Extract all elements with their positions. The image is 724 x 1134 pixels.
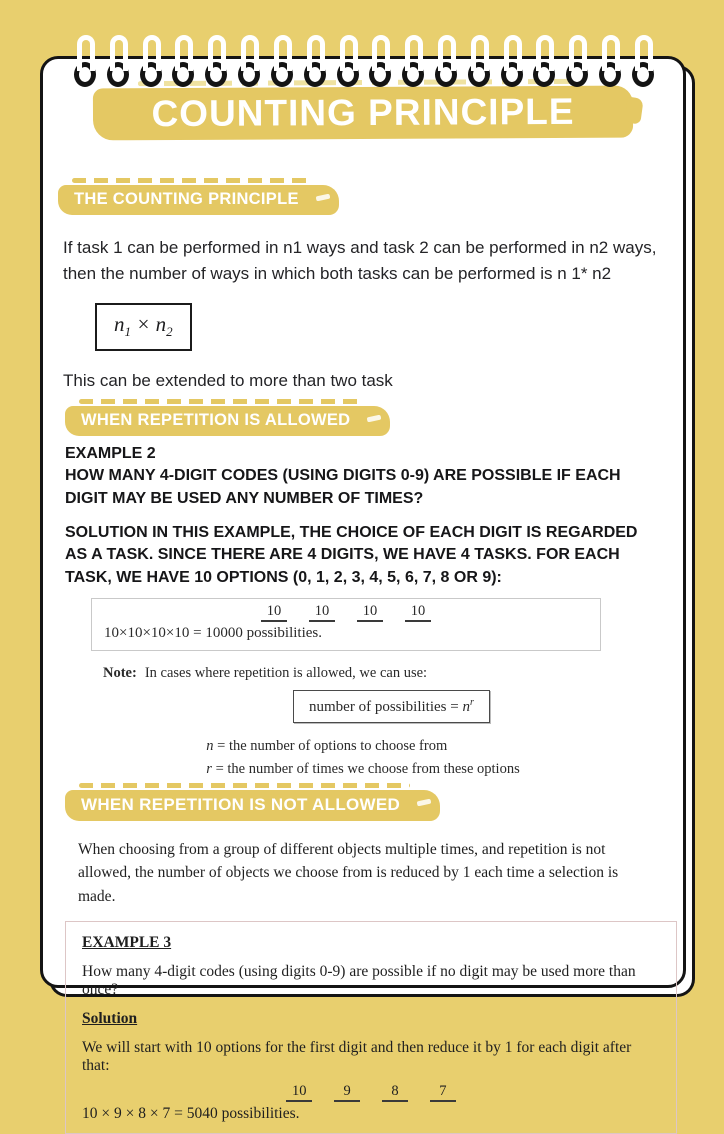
digit-blank: 7 — [430, 1083, 456, 1102]
repetition-not-allowed-heading: WHEN REPETITION IS NOT ALLOWED — [65, 790, 440, 821]
formula-var-n2: n — [155, 311, 167, 336]
spiral-ring — [237, 35, 259, 89]
ring-loop-icon — [307, 35, 325, 71]
spiral-ring — [73, 35, 95, 89]
repetition-not-allowed-paragraph: When choosing from a group of different objects multiple times, and repetition is not allowed, the number of objects we choose from is reduced by 1 each time a selection is made. — [78, 841, 619, 905]
ring-loop-icon — [274, 35, 292, 71]
digit-blank: 10 — [286, 1083, 312, 1102]
digit-blank: 10 — [309, 603, 335, 622]
repetition-not-allowed-heading-wrap — [65, 790, 683, 821]
ring-loop-icon — [602, 35, 620, 71]
ring-loop-icon — [569, 35, 587, 71]
page-title: COUNTING PRINCIPLE — [151, 90, 575, 135]
digit-blank: 9 — [334, 1083, 360, 1102]
title-banner — [93, 86, 633, 141]
spiral-ring — [500, 35, 522, 89]
def-n-var: n — [206, 738, 214, 755]
digit-blank: 10 — [405, 603, 431, 622]
extension-note: This can be extended to more than two task — [63, 370, 393, 390]
digit-blank-row — [82, 1082, 660, 1102]
spiral-ring — [204, 35, 226, 89]
spiral-ring — [171, 35, 193, 89]
example-2-label: EXAMPLE 2 — [65, 444, 156, 462]
example-3-question: How many 4-digit codes (using digits 0-9) are possible if no digit may be used more than once? — [82, 962, 636, 998]
digit-blank: 8 — [382, 1083, 408, 1102]
spiral-ring — [368, 35, 390, 89]
ring-loop-icon — [405, 35, 423, 71]
ring-loop-icon — [438, 35, 456, 71]
ring-loop-icon — [340, 35, 358, 71]
example-2-solution: SOLUTION IN THIS EXAMPLE, THE CHOICE OF EACH DIGIT IS REGARDED AS A TASK. SINCE THERE ARE 4 DIGITS, WE HAVE 4 TASKS. FOR EACH TASK, WE HAVE 10 OPTIONS (0, 1, 2, 3, 4, 5, 6, 7, 8 OR 9): — [65, 524, 638, 586]
digit-blank: 10 — [261, 603, 287, 622]
spiral-ring — [532, 35, 554, 89]
ring-loop-icon — [110, 35, 128, 71]
spiral-ring — [401, 35, 423, 89]
digit-blank-row — [104, 602, 588, 622]
product-formula-box — [95, 303, 192, 351]
spiral-ring — [303, 35, 325, 89]
formula-var-n1: n — [114, 311, 125, 336]
definition-r — [206, 758, 519, 780]
example-2-working-box — [91, 598, 601, 651]
spiral-ring — [139, 35, 161, 89]
note-text: In cases where repetition is allowed, we can use: — [144, 665, 428, 682]
ring-loop-icon — [504, 35, 522, 71]
example-3-equation: 10 × 9 × 8 × 7 = 5040 possibilities. — [82, 1104, 300, 1122]
formula-lhs: number of possibilities = — [309, 699, 463, 716]
definition-n — [206, 735, 519, 757]
repetition-allowed-heading-wrap — [65, 406, 683, 436]
ring-loop-icon — [143, 35, 161, 71]
ring-loop-icon — [241, 35, 259, 71]
possibilities-formula-box — [293, 690, 490, 723]
spiral-ring — [270, 35, 292, 89]
formula-var-n: n — [462, 699, 470, 716]
example-3-label: EXAMPLE 3 — [82, 933, 172, 951]
formula-exp-r: r — [469, 697, 474, 709]
intro-heading-wrap — [58, 185, 683, 215]
repetition-allowed-heading: WHEN REPETITION IS ALLOWED — [65, 406, 390, 436]
ring-loop-icon — [208, 35, 226, 71]
spiral-binding — [73, 35, 653, 89]
ring-loop-icon — [536, 35, 554, 71]
ring-loop-icon — [77, 35, 95, 71]
def-n-text: = the number of options to choose from — [213, 738, 448, 755]
variable-definitions — [206, 735, 519, 780]
example-2-equation: 10×10×10×10 = 10000 possibilities. — [104, 625, 323, 642]
def-r-text: = the number of times we choose from these options — [211, 760, 520, 777]
example-2-block — [65, 443, 661, 589]
example-3-box — [65, 921, 677, 1134]
formula-sub-1: 1 — [124, 323, 131, 339]
example-2-question: HOW MANY 4-DIGIT CODES (USING DIGITS 0-9) ARE POSSIBLE IF EACH DIGIT MAY BE USED ANY NUMBER OF TIMES? — [65, 467, 621, 507]
note-line — [103, 665, 683, 682]
spiral-ring — [336, 35, 358, 89]
note-label: Note: — [103, 665, 137, 682]
spiral-ring — [598, 35, 620, 89]
spiral-ring — [434, 35, 456, 89]
spiral-ring — [106, 35, 128, 89]
spiral-ring — [631, 35, 653, 89]
def-r-var: r — [206, 760, 212, 777]
intro-paragraph: If task 1 can be performed in n1 ways and task 2 can be performed in n2 ways, then the number of ways in which both tasks can be performed is n 1* n2 — [63, 238, 657, 283]
formula-sub-2: 2 — [166, 323, 173, 339]
digit-blank: 10 — [357, 603, 383, 622]
spiral-ring — [467, 35, 489, 89]
ring-loop-icon — [635, 35, 653, 71]
example-3-solution-label: Solution — [82, 1009, 138, 1027]
example-3-solution-body: We will start with 10 options for the first digit and then reduce it by 1 for each digit after that: — [82, 1038, 632, 1074]
ring-loop-icon — [471, 35, 489, 71]
notebook-page — [40, 56, 686, 1122]
intro-heading: THE COUNTING PRINCIPLE — [58, 185, 339, 215]
spiral-ring — [565, 35, 587, 89]
ring-loop-icon — [372, 35, 390, 71]
formula-times-sign: × — [131, 311, 156, 336]
ring-loop-icon — [175, 35, 193, 71]
